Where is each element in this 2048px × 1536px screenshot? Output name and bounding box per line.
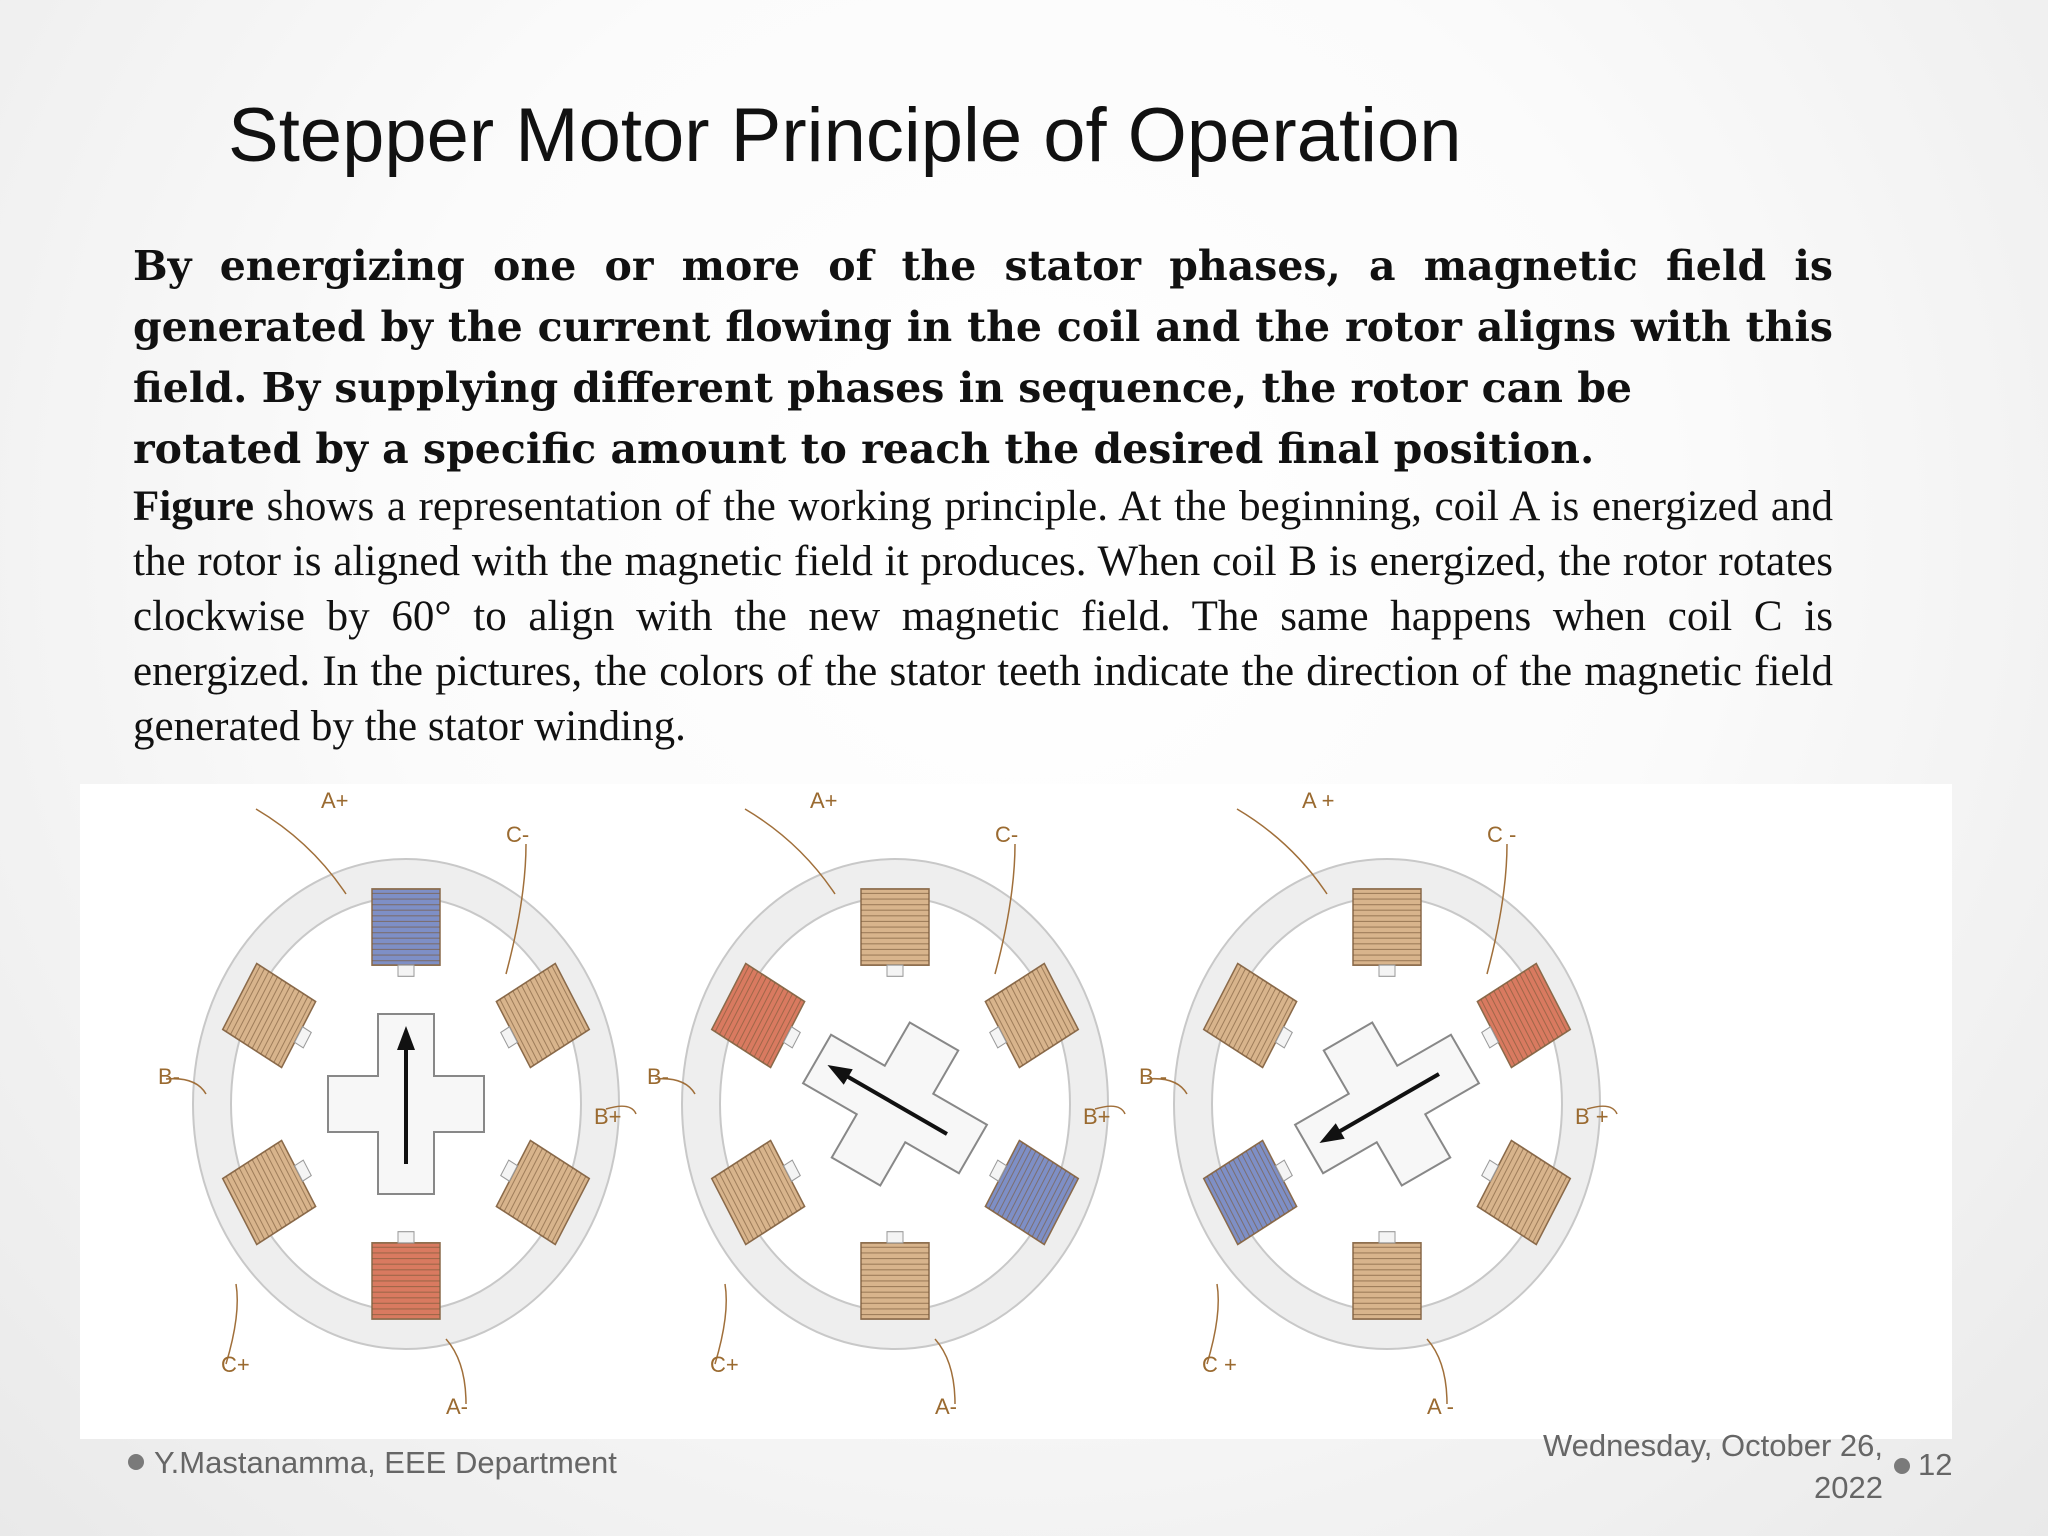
label-b-minus: B-: [158, 1064, 180, 1089]
stepper-diagrams-svg: [80, 784, 1952, 1439]
stator-coil-A+: [861, 889, 929, 976]
stator-coil-A-: [1353, 1232, 1421, 1319]
label-c-minus: C-: [995, 822, 1019, 847]
label-c-plus: C+: [710, 1352, 739, 1377]
label-a-minus: A -: [1427, 1394, 1454, 1419]
label-b-minus: B-: [647, 1064, 669, 1089]
stator-tooth: [1379, 965, 1395, 976]
stator-tooth: [398, 1232, 414, 1243]
motor-diagram-3: [1139, 788, 1617, 1419]
bold-paragraph-last-line: rotated by a specific amount to reach the desired final position.: [133, 425, 1595, 473]
label-a-minus: A-: [446, 1394, 468, 1419]
label-b-minus: B -: [1139, 1064, 1168, 1089]
stator-coil-A+: [1353, 889, 1421, 976]
footer-date-line2: 2022: [1814, 1470, 1883, 1505]
slide-title: Stepper Motor Principle of Operation: [228, 93, 1462, 178]
body-paragraph-text: shows a representation of the working principle. At the beginning, coil A is energized and the rotor is aligned with the magnetic field it produces. When coil B is energized, the rotor rotates clockwise by 60° to align with the new magnetic field. The same happens when coil C is energized. In the pictures, the colors of the stator teeth indicate the direction of the magnetic field generated by the stator winding.: [133, 483, 1833, 750]
stator-tooth: [887, 965, 903, 976]
page-number: 12: [1918, 1447, 1953, 1482]
label-b-plus: B+: [1083, 1104, 1111, 1129]
motor-diagram-1: [158, 788, 636, 1419]
footer-author: [128, 1445, 617, 1481]
label-c-minus: C -: [1487, 822, 1517, 847]
label-b-plus: B+: [594, 1104, 622, 1129]
footer-author-text: Y.Mastanamma, EEE Department: [154, 1445, 617, 1480]
footer-date-line1: Wednesday, October 26,: [1542, 1428, 1883, 1463]
stator-coil-A+: [372, 889, 440, 976]
bullet-icon: [1894, 1458, 1910, 1474]
motor-diagram-2: [647, 788, 1125, 1419]
stator-coil-A-: [861, 1232, 929, 1319]
label-c-plus: C+: [221, 1352, 250, 1377]
footer-date: [1503, 1425, 1883, 1509]
label-a-plus: A+: [810, 788, 838, 813]
label-a-minus: A-: [935, 1394, 957, 1419]
stator-tooth: [887, 1232, 903, 1243]
stator-tooth: [1379, 1232, 1395, 1243]
label-c-minus: C-: [506, 822, 530, 847]
figure-lead-word: Figure: [133, 483, 255, 530]
label-c-plus: C +: [1202, 1352, 1237, 1377]
bold-paragraph: [133, 236, 1833, 480]
stator-coil-A-: [372, 1232, 440, 1319]
body-paragraph: [133, 479, 1833, 754]
bold-paragraph-text: By energizing one or more of the stator phases, a magnetic field is generated by the current flowing in the coil and the rotor aligns with this field. By supplying different phases in sequence, the rotor can be: [133, 242, 1833, 412]
label-a-plus: A +: [1302, 788, 1335, 813]
stator-tooth: [398, 965, 414, 976]
label-a-plus: A+: [321, 788, 349, 813]
stepper-figure: [80, 784, 1952, 1439]
label-b-plus: B +: [1575, 1104, 1609, 1129]
bullet-icon: [128, 1454, 144, 1470]
